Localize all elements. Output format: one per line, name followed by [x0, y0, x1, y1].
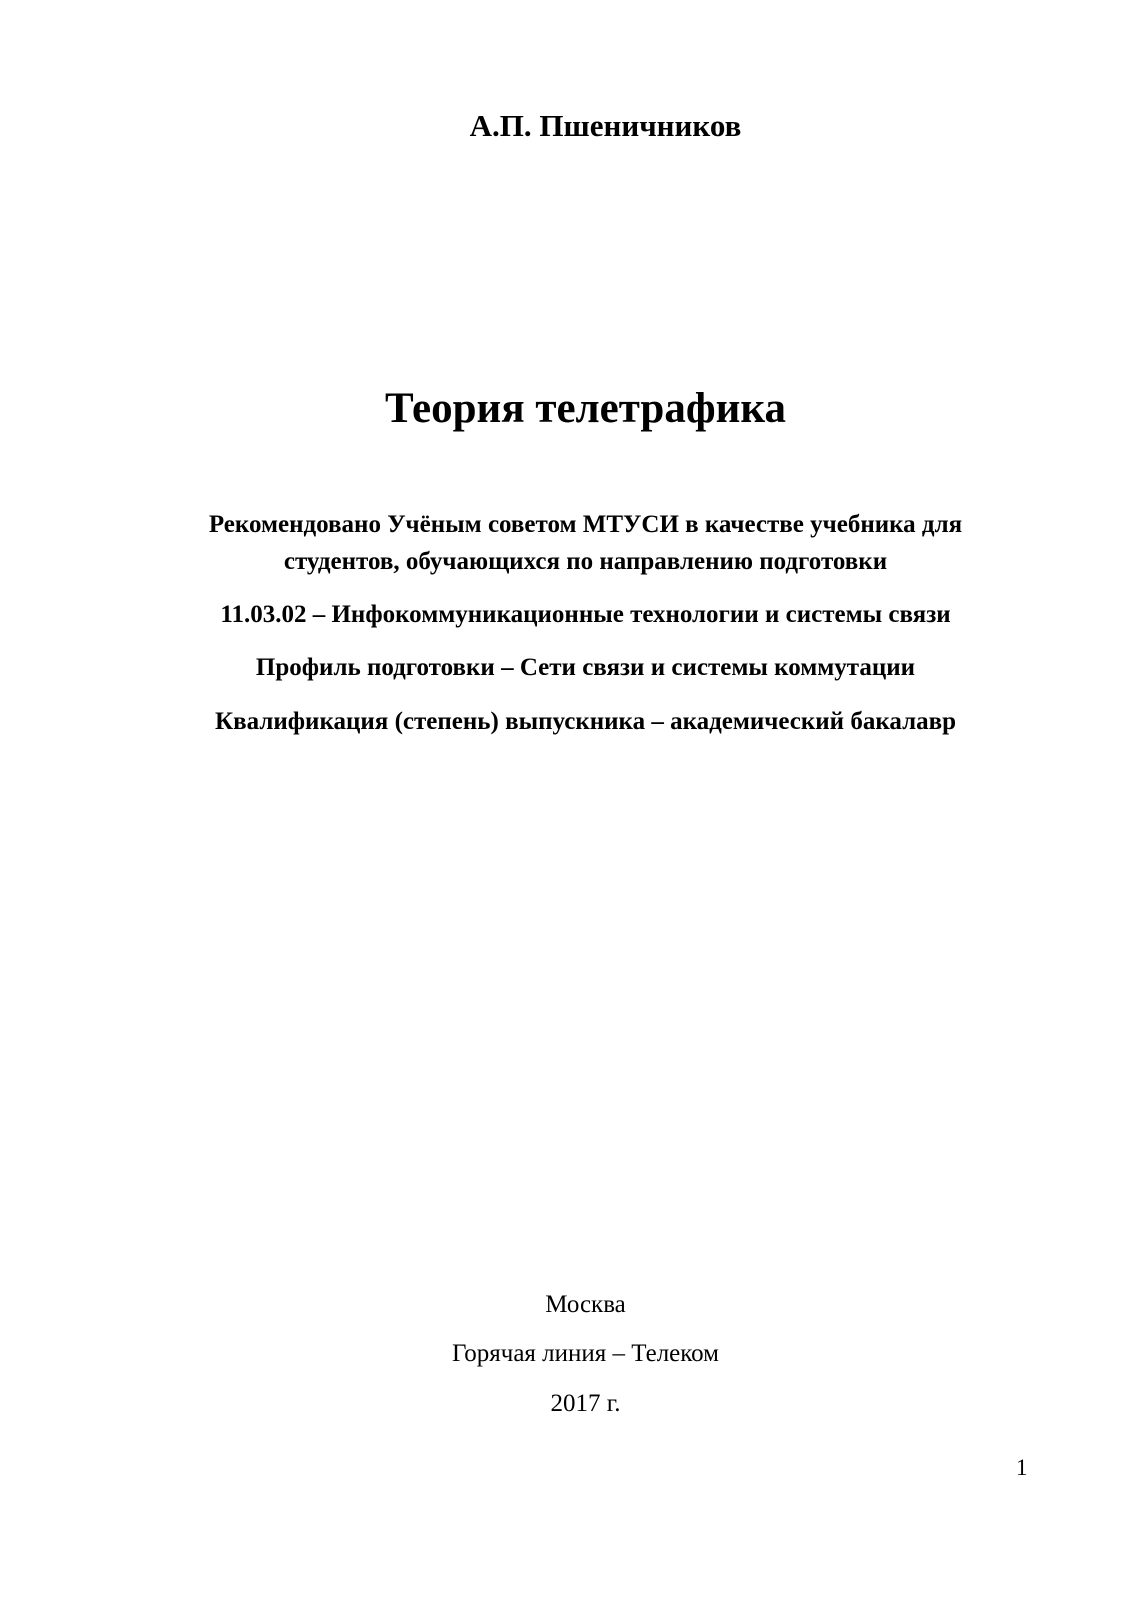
- recommendation-line-1: Рекомендовано Учёным советом МТУСИ в качестве учебника для: [208, 511, 963, 538]
- book-title: Теория телетрафика: [385, 385, 786, 432]
- recommendation-line-2: студентов, обучающихся по направлению подготовки: [283, 548, 888, 575]
- graduate-qualification: Квалификация (степень) выпускника – академический бакалавр: [214, 708, 956, 735]
- page-number: 1: [1016, 1455, 1028, 1480]
- imprint-city: Москва: [545, 1291, 626, 1318]
- imprint-year: 2017 г.: [550, 1390, 621, 1417]
- study-direction: 11.03.02 – Инфокоммуникационные технологии и системы связи: [220, 601, 951, 628]
- study-profile: Профиль подготовки – Сети связи и системы коммутации: [255, 654, 916, 681]
- imprint-publisher: Горячая линия – Телеком: [452, 1340, 719, 1367]
- author-name: А.П. Пшеничников: [469, 108, 742, 143]
